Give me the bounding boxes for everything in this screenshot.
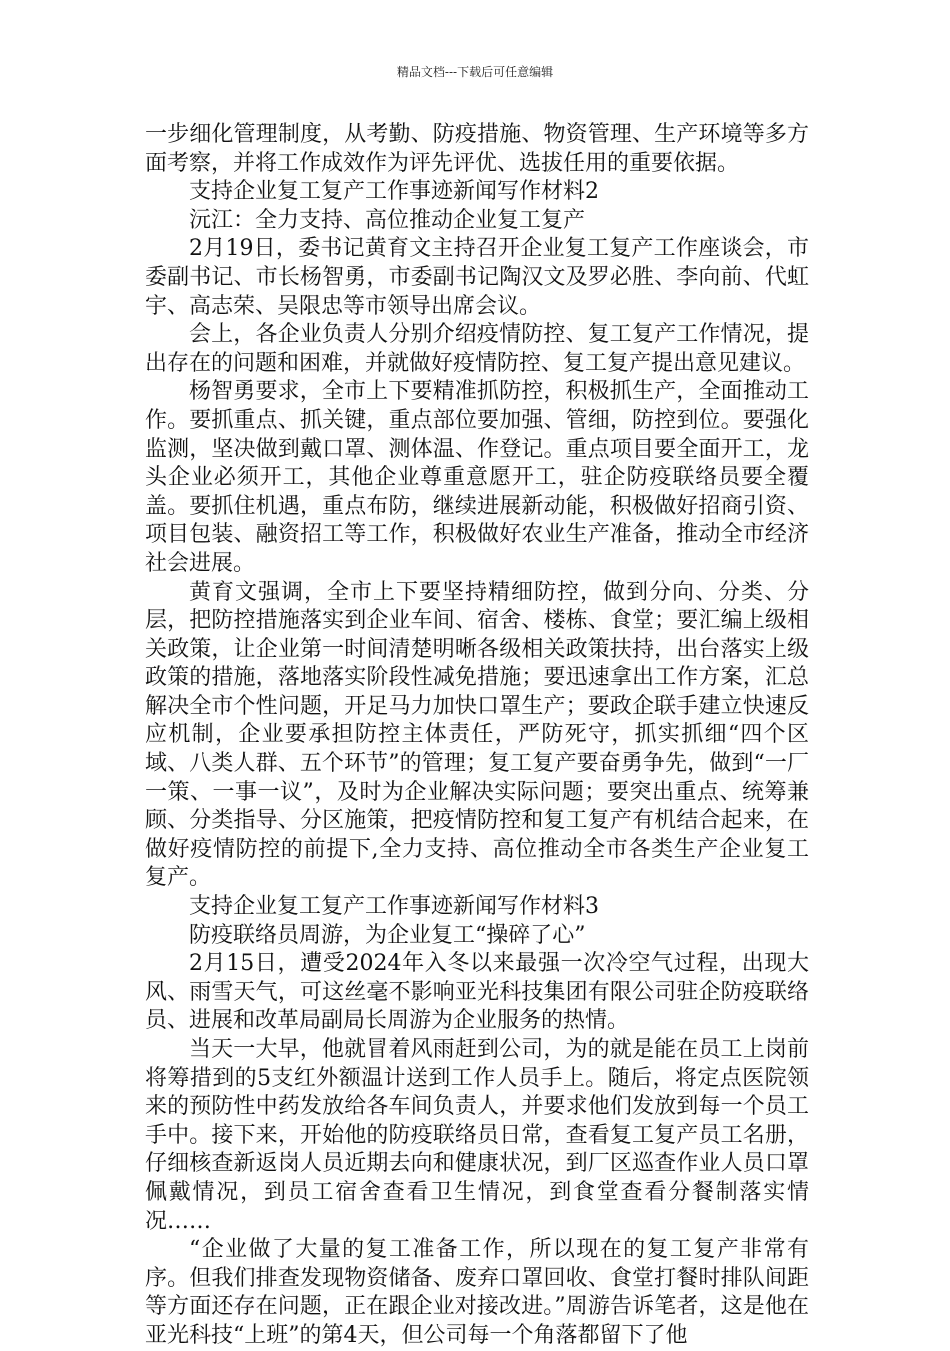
article-headline-zhou-you: 防疫联络员周游，为企业复工“操碎了心” <box>189 922 586 948</box>
article-headline-yuanjiang: 沅江：全力支持、高位推动企业复工复产 <box>189 207 586 233</box>
paragraph-enterprise-reports: 会上，各企业负责人分别介绍疫情防控、复工复产工作情况，提出存在的问题和困难，并就做好疫情防控、复工复产提出意见建议。 <box>145 322 809 376</box>
document-body <box>145 121 809 1351</box>
paragraph-continuation: 一步细化管理制度，从考勤、防疫措施、物资管理、生产环境等多方面考察，并将工作成效作为评先评优、选拔任用的重要依据。 <box>145 122 809 176</box>
section-title-material-2: 支持企业复工复产工作事迹新闻写作材料2 <box>189 179 599 205</box>
paragraph-daily-routine: 当天一大早，他就冒着风雨赶到公司，为的就是能在员工上岗前将筹措到的5支红外额温计送到工作人员手上。随后，将定点医院领来的预防性中药发放给各车间负责人，并要求他们发放到每一个员工手中。接下来，开始他的防疫联络员日常，查看复工复产员工名册，仔细核查新返岗人员近期去向和健康状况，到厂区巡查作业人员口罩佩戴情况，到员工宿舍查看卫生情况，到食堂查看分餐制落实情况…… <box>145 1037 809 1234</box>
paragraph-huang-yuwen: 黄育文强调，全市上下要坚持精细防控，做到分向、分类、分层，把防控措施落实到企业车间、宿舍、楼栋、食堂；要汇编上级相关政策，让企业第一时间清楚明晰各级相关政策扶持，出台落实上级政策的措施，落地落实阶段性减免措施；要迅速拿出工作方案，汇总解决全市个性问题，开足马力加快口罩生产；要政企联手建立快速反应机制，企业要承担防控主体责任，严防死守，抓实抓细“四个区域、八类人群、五个环节”的管理；复工复产要奋勇争先，做到“一厂一策、一事一议”，及时为企业解决实际问题；要突出重点、统筹兼顾、分类指导、分区施策，把疫情防控和复工复产有机结合起来，在做好疫情防控的前提下,全力支持、高位推动全市各类生产企业复工复产。 <box>145 579 809 891</box>
paragraph-meeting: 2月19日，委书记黄育文主持召开企业复工复产工作座谈会，市委副书记、市长杨智勇，市委副书记陶汉文及罗必胜、李向前、代虹宇、高志荣、吴限忠等市领导出席会议。 <box>145 236 809 319</box>
paragraph-cold-weather: 2月15日，遭受2024年入冬以来最强一次冷空气过程，出现大风、雨雪天气，可这丝毫不影响亚光科技集团有限公司驻企防疫联络员、进展和改革局副局长周游为企业服务的热情。 <box>145 951 809 1034</box>
paragraph-quote: “企业做了大量的复工准备工作，所以现在的复工复产非常有序。但我们排查发现物资储备、废弃口罩回收、食堂打餐时排队间距等方面还存在问题，正在跟企业对接改进。”周游告诉笔者，这是他在亚光科技“上班”的第4天，但公司每一个角落都留下了他 <box>145 1237 809 1348</box>
paragraph-yang-zhiyong: 杨智勇要求，全市上下要精准抓防控，积极抓生产，全面推动工作。要抓重点、抓关键，重点部位要加强、管细，防控到位。要强化监测，坚决做到戴口罩、测体温、作登记。重点项目要全面开工，龙头企业必须开工，其他企业尊重意愿开工，驻企防疫联络员要全覆盖。要抓住机遇，重点布防，继续进展新动能，积极做好招商引资、项目包装、融资招工等工作，积极做好农业生产准备，推动全市经济社会进展。 <box>145 379 809 576</box>
page-header: 精品文档---下载后可任意编辑 <box>396 65 554 79</box>
section-title-material-3: 支持企业复工复产工作事迹新闻写作材料3 <box>189 894 599 920</box>
